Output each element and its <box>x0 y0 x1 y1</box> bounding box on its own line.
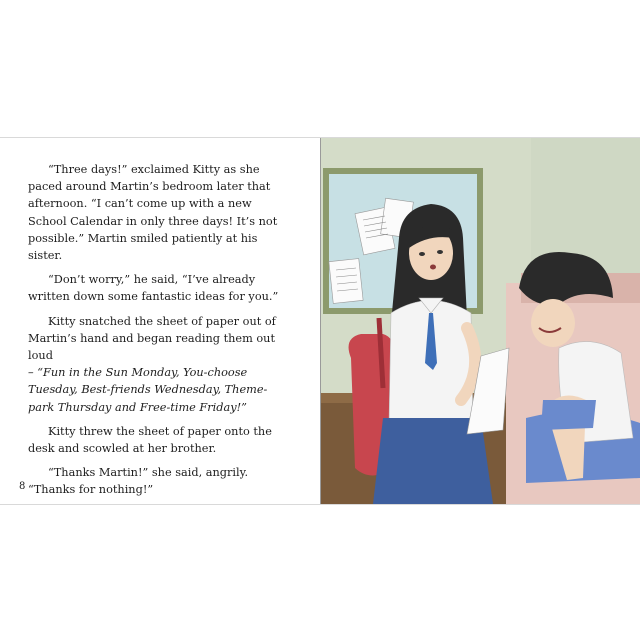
paragraph-1: “Three days!” exclaimed Kitty as she paced around Martin’s bedroom later that afternoon. “I can’t come up with a new School Calendar in only three days! It’s not possible.” Martin smiled patiently at his sister. <box>28 163 278 263</box>
paragraph-3 <box>28 313 290 365</box>
paragraph-4-ideas: – “Fun in the Sun Monday, You-choose Tuesday, Best-friends Wednesday, Theme-park Thursday and Free-time Friday!” <box>28 366 268 414</box>
book-spread <box>0 137 640 505</box>
page-number: 8 <box>19 481 26 492</box>
text-page <box>0 138 320 504</box>
paragraph-3-text: Kitty snatched the sheet of paper out of Martin’s hand and began reading them out loud <box>28 314 276 363</box>
paragraph-6: “Thanks Martin!” she said, angrily. “Thanks for nothing!” <box>28 466 249 497</box>
paragraph-2: “Don’t worry,” he said, “I’ve already written down some fantastic ideas for you.” <box>28 273 279 304</box>
kitty-and-martin-illustration <box>321 138 640 504</box>
paragraph-5: Kitty threw the sheet of paper onto the desk and scowled at her brother. <box>28 424 272 456</box>
story-text <box>28 161 290 506</box>
